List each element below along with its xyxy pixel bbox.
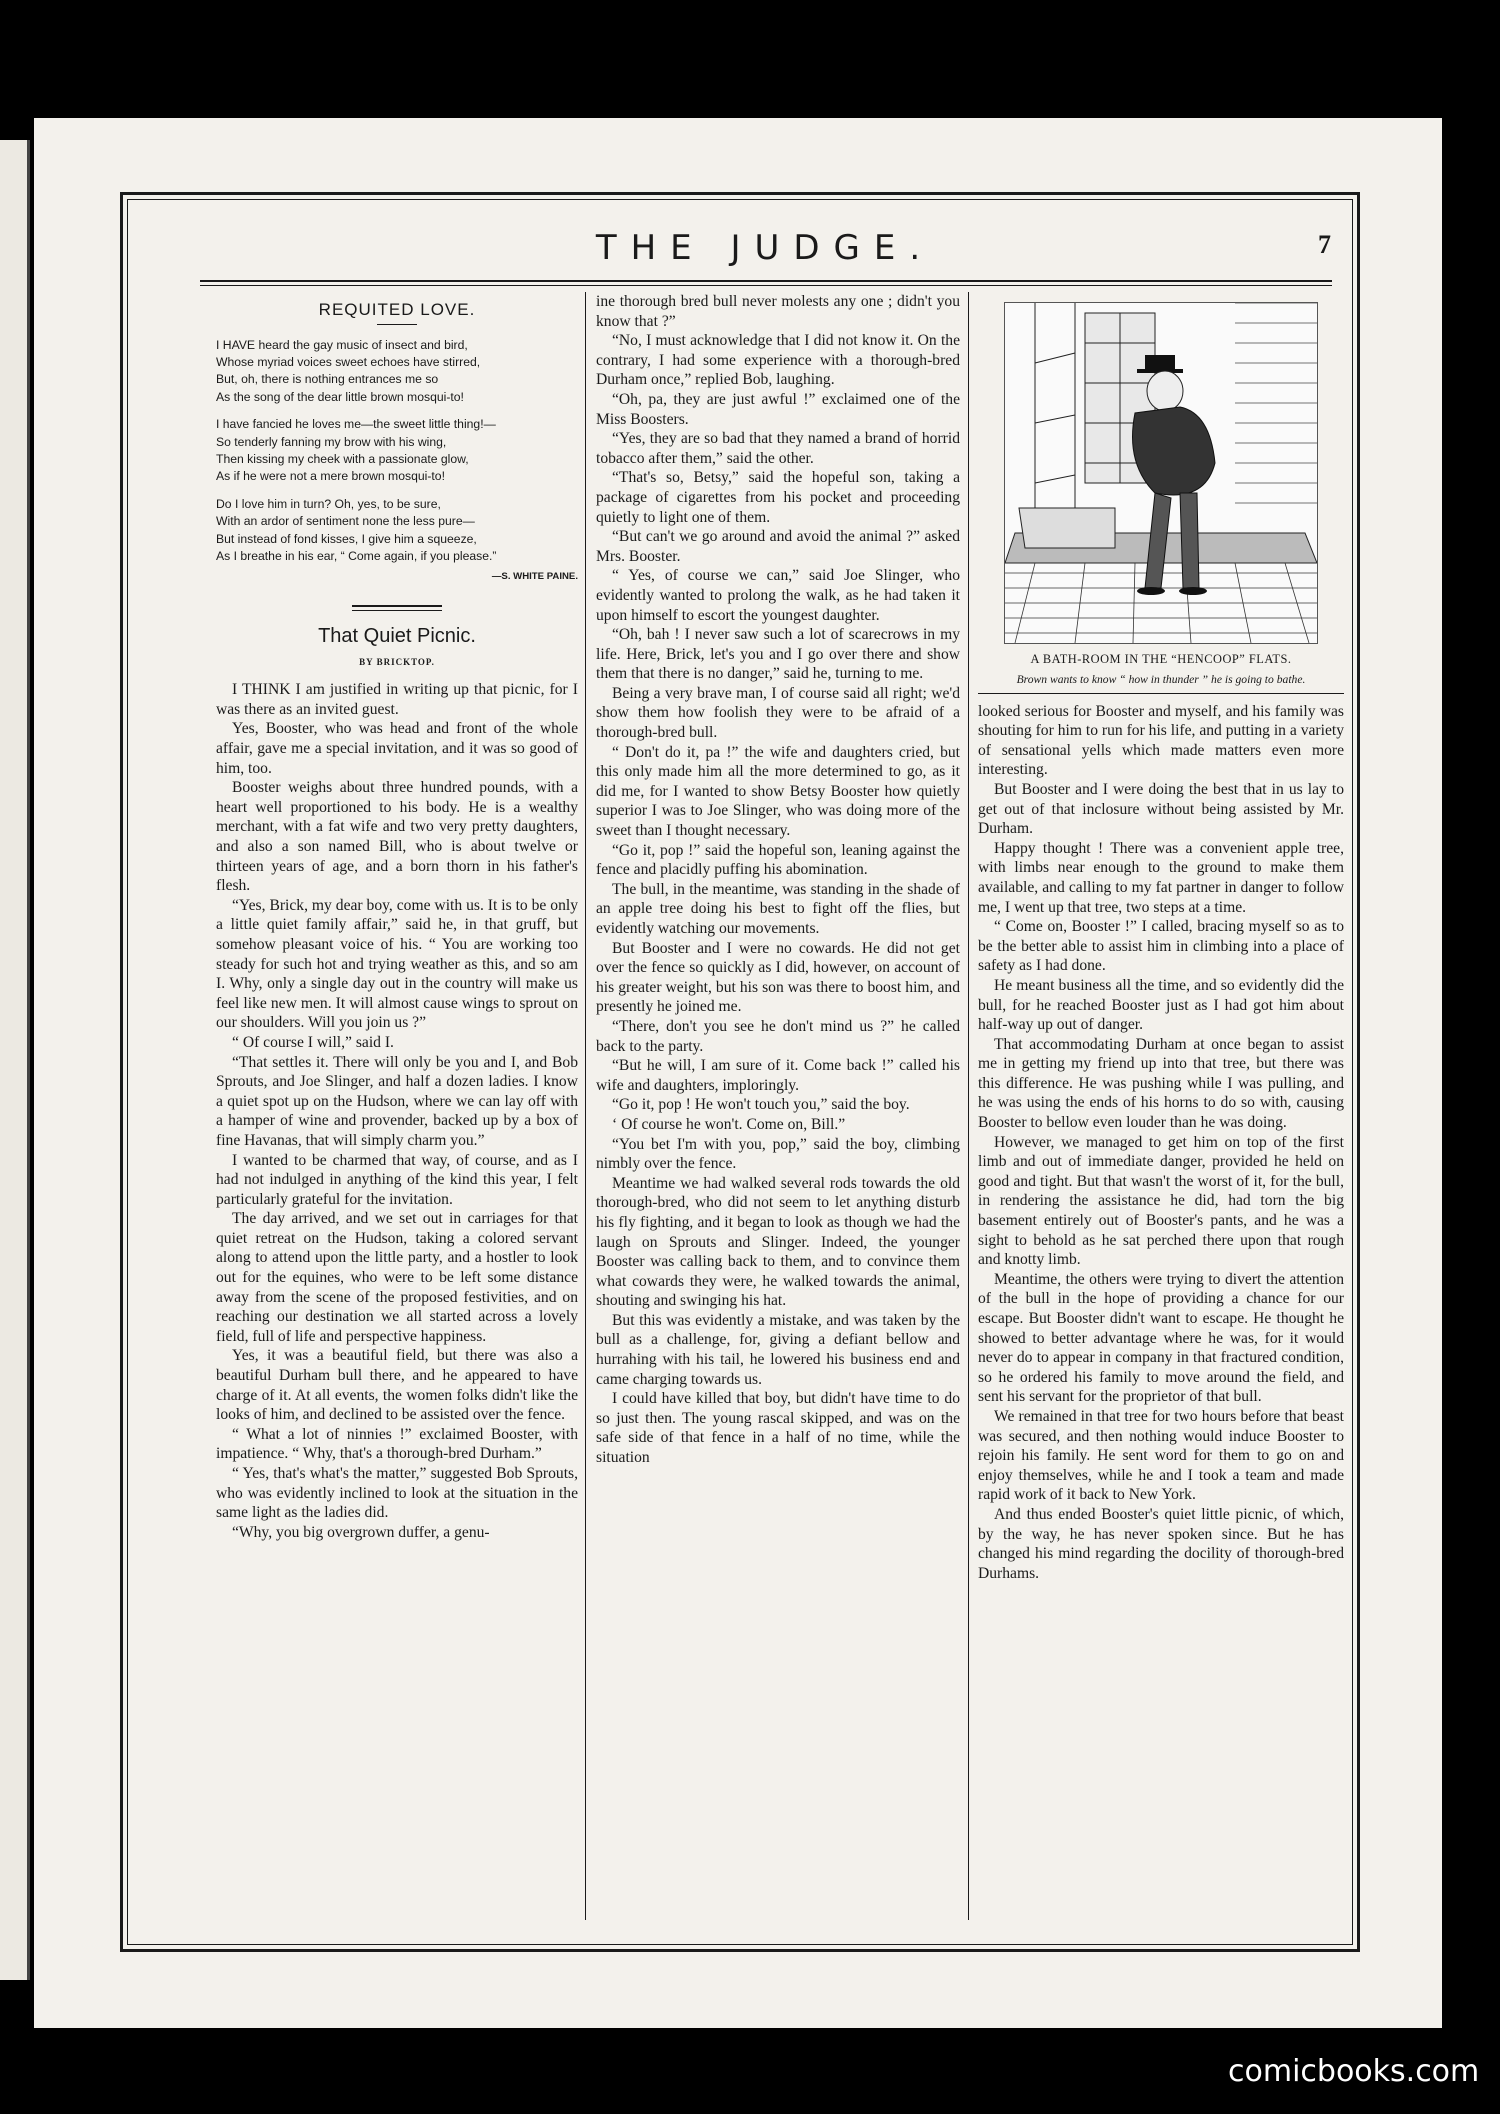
column-2 xyxy=(596,292,960,1468)
paragraph: Yes, Booster, who was head and front of the whole affair, gave me a special invitation, and it was so good of him, too. xyxy=(216,720,578,777)
paragraph: Meantime, the others were trying to divert the attention of the bull in the hope of providing a chance for our escape. But Booster didn't want to escape. He thought he showed to better advantage where he was, for it would never do to appear in company in that fractured condition, so he ordered his family to move around the field, and sent his servant for the proprietor of that bull. xyxy=(978,1270,1344,1406)
paragraph: But Booster and I were doing the best that in us lay to get out of that inclosure without being assisted by Mr. Durham. xyxy=(978,780,1344,838)
illustration-subcaption: Brown wants to know “ how in thunder ” he is going to bathe. xyxy=(1016,672,1306,686)
paragraph: “Go it, pop !” said the hopeful son, leaning against the fence and placidly puffing his abomination. xyxy=(596,841,960,879)
paragraph: He meant business all the time, and so evidently did the bull, for he reached Booster just as I had got him about half-way up out of danger. xyxy=(978,976,1344,1034)
illustration-caption: A BATH-ROOM IN THE “HENCOOP” FLATS. xyxy=(1030,652,1292,666)
paragraph: “ What a lot of ninnies !” exclaimed Booster, with impatience. “ Why, that's a thorough-bred Durham.” xyxy=(216,1425,578,1463)
paragraph: “ Yes, that's what's the matter,” suggested Bob Sprouts, who was evidently inclined to look at the situation in the same light as the ladies did. xyxy=(216,1465,578,1522)
bathroom-illustration xyxy=(1004,302,1318,644)
paragraph: “There, don't you see he don't mind us ?” he called back to the party. xyxy=(596,1017,960,1055)
paragraph: “ Come on, Booster !” I called, bracing myself so as to be the better able to assist him in climbing into a place of safety as I had done. xyxy=(978,918,1344,975)
paragraph: I THINK I am justified in writing up that picnic, for I was there as an invited guest. xyxy=(216,681,578,718)
poem-line: I HAVE heard the gay music of insect and bird, xyxy=(216,337,468,352)
poem-title: REQUITED LOVE. xyxy=(318,300,476,319)
paragraph: We remained in that tree for two hours before that beast was secured, and then nothing would induce Booster to rejoin his family. He sent word for them to go on and enjoy themselves, while he and I took a team and made rapid work of it back to New York. xyxy=(978,1407,1344,1504)
paragraph: “ Of course I will,” said I. xyxy=(232,1033,394,1051)
poem-line: I have fancied he loves me—the sweet little thing!— xyxy=(216,417,496,432)
paragraph: And thus ended Booster's quiet little picnic, of which, by the way, he has never spoken since. But he has changed his mind regarding the docility of thorough-bred Durhams. xyxy=(978,1505,1344,1582)
paragraph: The bull, in the meantime, was standing in the shade of an apple tree doing his best to fight off the flies, but evidently watching our movements. xyxy=(596,880,960,937)
left-page-edge xyxy=(0,140,30,1980)
poem-line: As if he were not a mere brown mosqui-to! xyxy=(216,469,445,484)
poem-line: So tenderly fanning my brow with his wing, xyxy=(216,434,447,449)
poem-line: As the song of the dear little brown mosqui-to! xyxy=(216,389,464,404)
paragraph: Booster weighs about three hundred pounds, with a heart well proportioned to his body. He is a wealthy merchant, with a fat wife and two very pretty daughters, and also a son named Bill, who is about twelve or thirteen years of age, and a born thorn in his father's flesh. xyxy=(216,779,578,895)
paragraph: That accommodating Durham at once began to assist me in getting my friend up into that tree, but there was this difference. He was pushing while I was pulling, and he was using the ends of his horns to do so with, causing Booster to bellow even louder than he was doing. xyxy=(978,1035,1344,1132)
page-number: 7 xyxy=(1318,230,1331,259)
paragraph: Yes, it was a beautiful field, but there was also a beautiful Durham bull there, and he appeared to have charge of it. At all events, the women folks didn't like the looks of him, and declined to be assisted over the fence. xyxy=(216,1347,578,1424)
poem-line: But, oh, there is nothing entrances me so xyxy=(216,372,439,387)
book-spine xyxy=(27,140,30,1980)
paragraph: “Go it, pop ! He won't touch you,” said the boy. xyxy=(612,1096,910,1114)
poem-line: But instead of fond kisses, I give him a squeeze, xyxy=(216,531,477,546)
illustration-drawing xyxy=(1005,303,1317,643)
paragraph: “Why, you big overgrown duffer, a genu- xyxy=(232,1523,490,1541)
paragraph: “ Yes, of course we can,” said Joe Slinger, who evidently wanted to prolong the walk, as he had taken it upon himself to escort the youngest daughter. xyxy=(596,567,960,624)
paragraph: Happy thought ! There was a convenient apple tree, with limbs near enough to the ground to make them available, and calling to my fat partner in danger to follow me, I went up that tree, two steps at a time. xyxy=(978,839,1344,916)
paragraph: ine thorough bred bull never molests any one ; didn't you know that ?” xyxy=(596,293,960,330)
paragraph: “Oh, bah ! I never saw such a lot of scarecrows in my life. Here, Brick, let's you and I go over there and show them that there is no danger,” said he, turning to me. xyxy=(596,626,960,683)
column-3 xyxy=(978,292,1344,1583)
story-byline: BY BRICKTOP. xyxy=(359,656,435,667)
poem-line: Then kissing my cheek with a passionate glow, xyxy=(216,452,469,467)
paragraph: “But he will, I am sure of it. Come back !” called his wife and daughters, imploringly. xyxy=(596,1057,960,1094)
column-divider xyxy=(585,292,586,1920)
paragraph: I could have killed that boy, but didn't have time to do so just then. The young rascal skipped, and was on the safe side of that fence in a half of no time, while the situation xyxy=(596,1390,960,1467)
poem-line: Do I love him in turn? Oh, yes, to be sure, xyxy=(216,496,441,511)
paragraph: “But can't we go around and avoid the animal ?” asked Mrs. Booster. xyxy=(596,528,960,565)
watermark: comicbooks.com xyxy=(1228,2054,1480,2089)
paragraph: “Oh, pa, they are just awful !” exclaimed one of the Miss Boosters. xyxy=(596,390,960,428)
paragraph: However, we managed to get him on top of the first limb and out of immediate danger, provided he held on good and tight. But that wasn't the worst of it, for the bull, in rendering the assistance he did, had torn the big basement entirely out of Booster's pants, and he was a sight to behold as he sat perched there upon that rough and knotty limb. xyxy=(978,1133,1344,1269)
paragraph: “That settles it. There will only be you and I, and Bob Sprouts, and Joe Slinger, and half a dozen ladies. I know a quiet spot up on the Hudson, where we can lay off with a hamper of wine and provender, backed up by a box of fine Havanas, that will simply charm you.” xyxy=(216,1053,578,1149)
caption-rule xyxy=(978,693,1344,694)
paragraph: “Yes, they are so bad that they named a brand of horrid tobacco after them,” said the other. xyxy=(596,430,960,467)
paragraph: “Yes, Brick, my dear boy, come with us. It is to be only a little quiet family affair,” said he, in that gruff, but somehow pleasant voice of his. “ You are working too steady for such hot and trying weather as this, and so am I. Why, only a single day out in the country will make us feel like new men. It will almost cause wings to sprout on our shoulders. Will you join us ?” xyxy=(216,896,578,1032)
paragraph: ‘ Of course he won't. Come on, Bill.” xyxy=(612,1115,846,1133)
poem-stanza xyxy=(216,416,578,486)
poem-stanza xyxy=(216,496,578,566)
paragraph: But Booster and I were no cowards. He did not get over the fence so quickly as I did, however, on account of his greater weight, but his son was there to boost him, and presently he joined me. xyxy=(596,939,960,1016)
poem-line: Whose myriad voices sweet echoes have stirred, xyxy=(216,355,481,369)
poem-title-rule xyxy=(377,324,417,325)
paragraph: But this was evidently a mistake, and was taken by the bull as a challenge, for, giving a defiant bellow and hurrahing with his tail, he lowered his business end and came charging towards us. xyxy=(596,1311,960,1388)
paragraph: looked serious for Booster and myself, and his family was shouting for him to run for his life, and putting in a variety of sensational yells which made matters even more interesting. xyxy=(978,702,1344,779)
section-divider xyxy=(352,605,442,611)
paragraph: “ Don't do it, pa !” the wife and daughters cried, but this only made him all the more determined to go, as it did me, for I wanted to show Betsy Booster how quietly superior I was to Joe Slinger, who was doing more of the sweet than I thought necessary. xyxy=(596,743,960,840)
paragraph: “You bet I'm with you, pop,” said the boy, climbing nimbly over the fence. xyxy=(596,1135,960,1173)
poem-stanza xyxy=(216,337,578,407)
paragraph: “No, I must acknowledge that I did not know it. On the contrary, I had some experience with a thorough-bred Durham once,” replied Bob, laughing. xyxy=(596,332,960,389)
column-1 xyxy=(216,292,578,1542)
poem-signature: —S. WHITE PAINE. xyxy=(491,571,578,583)
paragraph: “That's so, Betsy,” said the hopeful son, taking a package of cigarettes from his pocket and proceeding quietly to light one of them. xyxy=(596,469,960,526)
column-divider xyxy=(968,292,969,1920)
poem-line: With an ardor of sentiment none the less pure— xyxy=(216,514,475,529)
poem-line: As I breathe in his ear, “ Come again, if you please.” xyxy=(216,549,497,564)
story-title: That Quiet Picnic. xyxy=(318,625,476,648)
masthead-rule xyxy=(200,280,1332,286)
paragraph: The day arrived, and we set out in carriages for that quiet retreat on the Hudson, taking a colored servant along to attend upon the little party, and a hostler to look out for the equines, who were to be left some distance away from the scene of the proposed festivities, and on reaching our destination we all started across a lovely field, full of life and perspective happiness. xyxy=(216,1210,578,1345)
masthead-title: THE JUDGE. xyxy=(595,228,935,268)
paragraph: Being a very brave man, I of course said all right; we'd show them how foolish they were to be afraid of a thorough-bred bull. xyxy=(596,684,960,742)
paragraph: Meantime we had walked several rods towards the old thorough-bred, who did not seem to let anything disturb his fly fighting, and it began to look as though we had the laugh on Sprouts and Slinger. Indeed, the younger Booster was calling back to them, and to convince them what cowards they were, he walked towards the animal, shouting and swinging his hat. xyxy=(596,1174,960,1310)
paragraph: I wanted to be charmed that way, of course, and as I had not indulged in anything of the kind this year, I felt particularly grateful for the invitation. xyxy=(216,1151,578,1208)
